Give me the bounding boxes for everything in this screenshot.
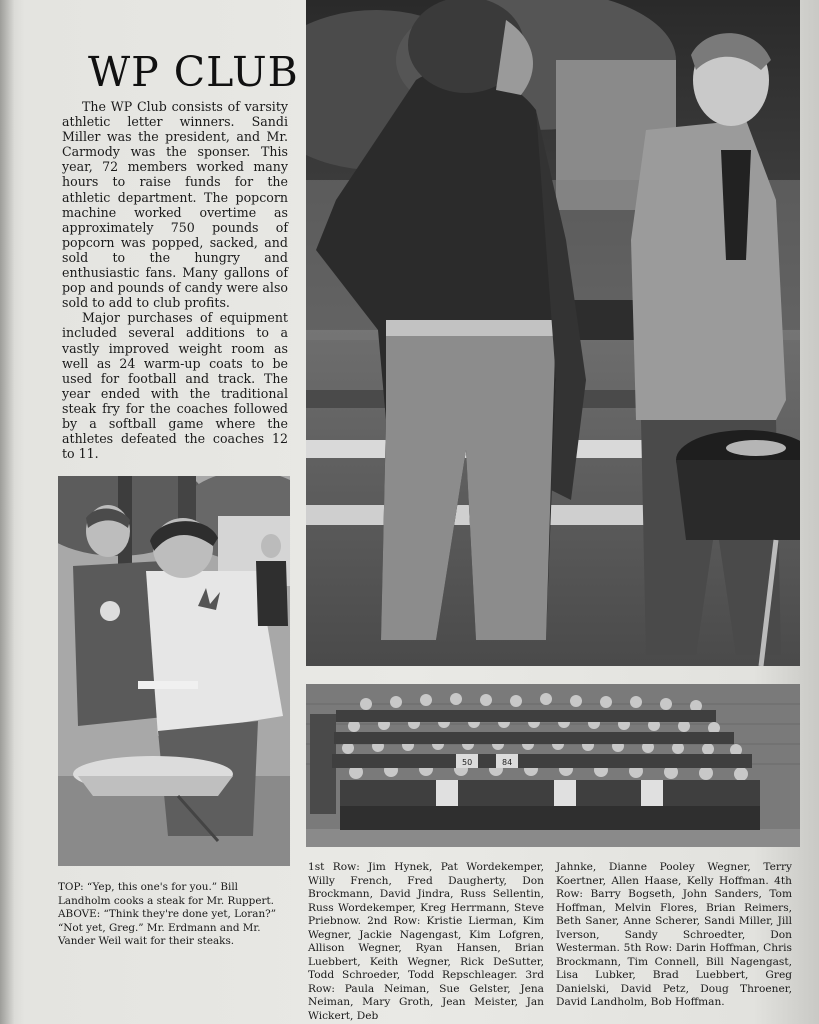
intro-paragraph-2: Major purchases of equipment included several additions to a vastly improved weight room as well as 24 warm-up coats to be used for football and track. The year ended with the traditional steak fry for the coaches followed by a softball game where the athletes defeated the coaches 12 to 11.: [62, 310, 288, 462]
group-photo: [306, 684, 800, 847]
spine-shadow: [0, 0, 14, 1024]
jersey-number-84: 84: [502, 758, 513, 767]
photo-caption: [58, 881, 290, 949]
group-names-column-1: 1st Row: Jim Hynek, Pat Wordekemper, Willy French, Fred Daugherty, Don Brockmann, David Jindra, Russ Sellentin, Russ Wordekemper, Kreg Herrmann, Steve Priebnow. 2nd Row: Kristie Lierman, Kim Wegner, Jackie Nagengast, Kim Lofgren, Allison Wegner, Ryan Hansen, Brian Luebbert, Keith Wegner, Rick DeSutter, Todd Schroeder, Todd Repschleager. 3rd Row: Paula Neiman, Sue Gelster, Jena Neiman, Mary Groth, Jean Meister, Jan Wickert, Deb: [308, 861, 544, 1022]
steak-fry-photo: [306, 0, 800, 666]
group-photo-illustration: [306, 684, 800, 847]
page-title: WP CLUB: [88, 48, 299, 96]
jersey-number-50: 50: [462, 758, 473, 767]
group-names-column-2: Jahnke, Dianne Pooley Wegner, Terry Koertner, Allen Haase, Kelly Hoffman. 4th Row: Barry Bogseth, John Sanders, Tom Hoffman, Melvin Flores, Brian Reimers, Beth Saner, Anne Scherer, Sandi Miller, Jill Iverson, Sandy Schroedter, Don Westerman. 5th Row: Darin Hoffman, Chris Brockmann, Tim Connell, Bill Nagengast, Lisa Lubker, Brad Luebbert, Greg Danielski, David Petz, Doug Throener, David Landholm, Bob Hoffman.: [556, 861, 792, 1008]
intro-paragraph-1: The WP Club consists of varsity athletic letter winners. Sandi Miller was the president, and Mr. Carmody was the sponser. This year, 72 members worked many hours to raise funds for the athletic department. The popcorn machine worked overtime as approximately 750 pounds of popcorn was popped, sacked, and sold to the hungry and enthusiastic fans. Many gallons of pop and pounds of candy were also sold to add to club profits.: [62, 99, 288, 311]
photo-caption-text: TOP: “Yep, this one's for you.” Bill Landholm cooks a steak for Mr. Ruppert. ABOVE: “Think they're done yet, Loran?” “Not yet, Greg.” Mr. Erdmann and Mr. Vander Weil wait for their steaks.: [58, 881, 277, 948]
serving-steaks-illustration: [58, 476, 290, 866]
intro-text: [62, 99, 288, 461]
steak-fry-illustration: [306, 0, 800, 666]
serving-steaks-photo: [58, 476, 290, 866]
